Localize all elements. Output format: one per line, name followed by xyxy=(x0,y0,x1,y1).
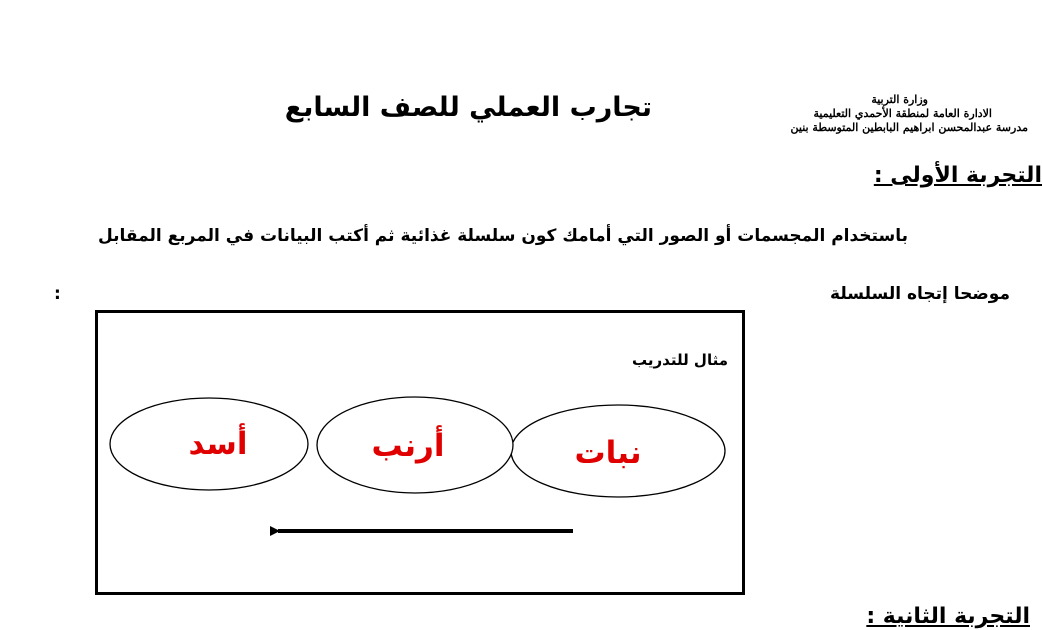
chain-item-rabbit: أرنب xyxy=(371,428,445,464)
ministry-name: وزارة التربية xyxy=(871,93,928,106)
answer-box xyxy=(95,310,745,595)
example-label: مثال للتدريب xyxy=(632,351,728,369)
experiment-instruction: باستخدام المجسمات أو الصور التي أمامك كون سلسلة غذائية ثم أكتب البيانات في المربع المقابل xyxy=(97,226,908,246)
school-name: مدرسة عبدالمحسن ابراهيم البابطين المتوسطة بنين xyxy=(790,121,1028,134)
food-chain-diagram xyxy=(98,313,748,598)
direction-note: موضحا إتجاه السلسلة xyxy=(830,284,1010,304)
chain-item-lion: أسد xyxy=(188,426,248,462)
experiment-two-heading: التجربة الثانية : xyxy=(866,604,1030,629)
answer-colon: : xyxy=(54,284,61,304)
experiment-one-heading: التجربة الأولى : xyxy=(873,163,1042,188)
chain-item-plant: نبات xyxy=(574,435,642,471)
directorate-name: الادارة العامة لمنطقة الأحمدي التعليمية xyxy=(813,107,992,120)
page-title: تجارب العملي للصف السابع xyxy=(284,92,652,123)
